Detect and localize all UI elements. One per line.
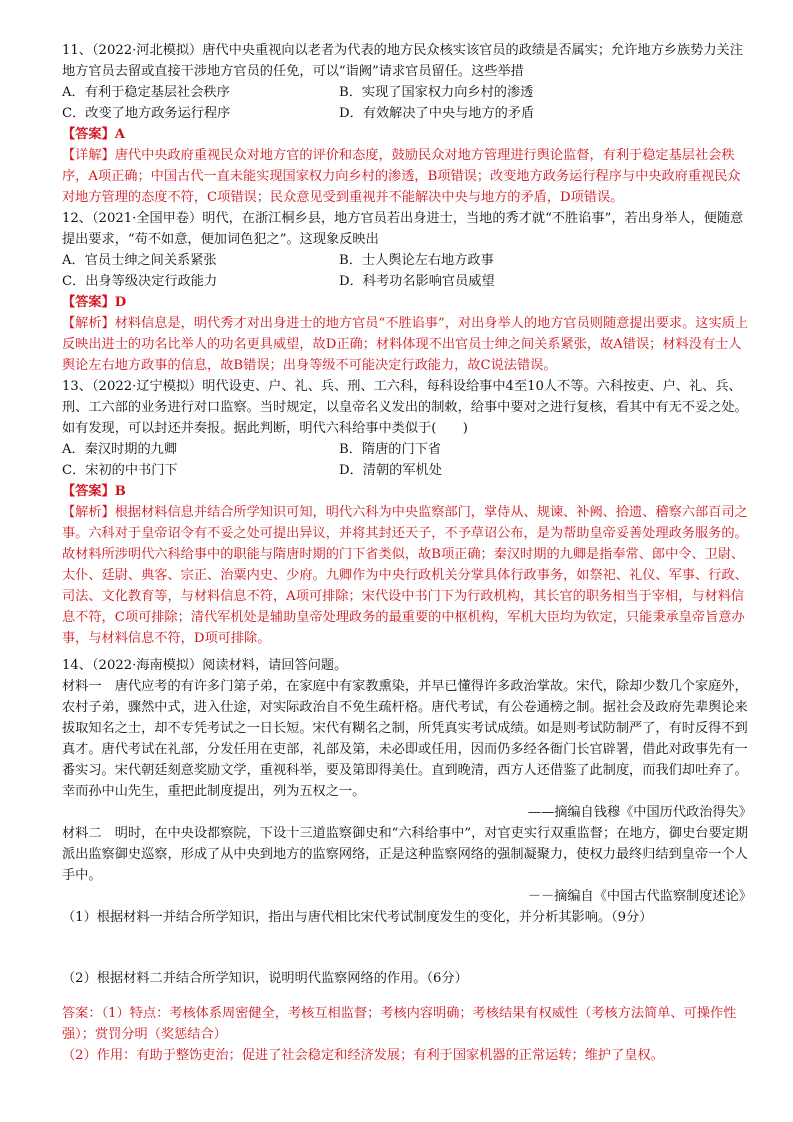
option-a: A．官员士绅之间关系紧张 bbox=[62, 253, 217, 268]
sub-question-1: （1）根据材料一并结合所学知识，指出与唐代相比宋代考试制度发生的变化，并分析其影响。（9分） bbox=[62, 910, 653, 925]
answer-2: （2）作用：有助于整饬吏治；促进了社会稳定和经济发展；有利于国家机器的正常运转；维护了皇权。 bbox=[62, 1048, 664, 1063]
document-page bbox=[62, 40, 752, 1066]
analysis: 【详解】唐代中央政府重视民众对地方官的评价和态度，鼓励民众对地方管理进行舆论监督，有利于稳定基层社会秩序，A项正确；中国古代一直未能实现国家权力向乡村的渗透，B项错误；改变地方政务运行程序与中央政府重视民众对地方管理的态度不符，C项错误；民众意见受到重视并不能解决中央与地方的矛盾，D项错误。 bbox=[62, 148, 741, 205]
sub-question-2: （2）根据材料二并结合所学知识，说明明代监察网络的作用。（6分） bbox=[62, 971, 468, 986]
question-stem: 14、（2022·海南模拟）阅读材料，请回答问题。 bbox=[62, 658, 348, 673]
analysis: 【解析】材料信息是，明代秀才对出身进士的地方官员“不胜谄事”，对出身举人的地方官员则随意提出要求。这实质上反映出进士的功名比举人的功名更具威望，故D正确；材料体现不出官员士绅之间关系紧张，故A错误；材料没有士人舆论左右地方政事的信息，故B错误；出身等级不可能决定行政能力，故C说法错误。 bbox=[62, 316, 749, 373]
option-c: C．改变了地方政务运行程序 bbox=[62, 106, 231, 121]
material-two: 材料二 明时，在中央设都察院，下设十三道监察御史和“六科给事中”，对官吏实行双重监督；在地方，御史台要定期派出监察御史巡察，形成了从中央到地方的监察网络，正是这种监察网络的强制凝聚力，使权力最终归结到皇帝一个人手中。 bbox=[62, 826, 749, 883]
option-b: B．士人舆论左右地方政事 bbox=[339, 253, 494, 268]
option-c: C．出身等级决定行政能力 bbox=[62, 274, 218, 289]
answer-1: 答案：（1）特点：考核体系周密健全，考核互相监督；考核内容明确；考核结果有权威性（考核方法简单、可操作性强）；赏罚分明（奖惩结合） bbox=[62, 1006, 737, 1042]
question-11 bbox=[62, 40, 752, 208]
option-b: B．隋唐的门下省 bbox=[339, 442, 442, 457]
material-one: 材料一 唐代应考的有许多门第子弟，在家庭中有家教熏染，并早已懂得许多政治掌故。宋代，除却少数几个家庭外，农村子弟，骤然中式，进入仕途，对实际政治自不免生疏杆格。唐代考试，有公卷通榜之制。据社会及政府先辈舆论来拔取知名之士，却不专凭考试之一日长短。宋代有糊名之制，所凭真实考试成绩。如是则考试防制严了，有时反得不到真才。唐代考试在礼部，分发任用在吏部，礼部及第，未必即或任用，因而仍多经各衙门长官辟署，借此对政事先有一番实习。宋代朝廷刻意奖励文学，重视科举，要及第即得美仕。直到晚清，西方人还借鉴了此制度，而我们却吐弃了。幸而孙中山先生，重把此制度提出，列为五权之一。 bbox=[62, 679, 748, 799]
question-stem: 12、（2021·全国甲卷）明代，在浙江桐乡县，地方官员若出身进士，当地的秀才就“不胜谄事”，若出身举人，便随意提出要求，“苟不如意，便加词色犯之”。这现象反映出 bbox=[62, 211, 744, 247]
material-one-source: ——摘编自钱穆《中国历代政治得失》 bbox=[527, 805, 752, 820]
option-d: D．科考功名影响官员威望 bbox=[339, 274, 495, 289]
option-b: B．实现了国家权力向乡村的渗透 bbox=[339, 85, 534, 100]
option-d: D．清朝的军机处 bbox=[339, 463, 442, 478]
question-12 bbox=[62, 208, 752, 376]
material-two-source: －－摘编自《中国古代监察制度述论》 bbox=[527, 889, 752, 904]
question-14 bbox=[62, 655, 752, 1066]
option-a: A．有利于稳定基层社会秩序 bbox=[62, 85, 230, 100]
answer-label: 【答案】B bbox=[62, 484, 126, 499]
question-stem: 13、（2022·辽宁模拟）明代设吏、户、礼、兵、刑、工六科，每科设给事中4至10人不等。六科按吏、户、礼、兵、刑、工六部的业务进行对口监察。当时规定，以皇帝名义发出的制敕，给事中要对之进行复核，看其中有无不妥之处。如有发现，可以封还并奏报。据此判断，明代六科给事中类似于( ) bbox=[62, 379, 748, 436]
question-13 bbox=[62, 376, 752, 649]
analysis: 【解析】根据材料信息并结合所学知识可知，明代六科为中央监察部门，掌侍从、规谏、补阙、拾遗、稽察六部百司之事。六科对于皇帝诏令有不妥之处可提出异议，并将其封还天子，不予草诏公布，是为帮助皇帝妥善处理政务服务的。故材料所涉明代六科给事中的职能与隋唐时期的门下省类似，故B项正确；秦汉时期的九卿是指奉常、郎中令、卫尉、太仆、廷尉、典客、宗正、治粟内史、少府。九卿作为中央行政机关分掌具体行政事务，如祭祀、礼仪、军事、行政、司法、文化教育等，与材料信息不符，A项可排除；宋代设中书门下为行政机构，其长官的职务相当于宰相，与材料信息不符，C项可排除；清代军机处是辅助皇帝处理政务的最重要的中枢机构，军机大臣均为钦定，只能秉承皇帝旨意办事，与材料信息不符，D项可排除。 bbox=[62, 505, 748, 646]
options bbox=[62, 250, 752, 292]
answer-label: 【答案】D bbox=[62, 295, 127, 310]
options bbox=[62, 82, 752, 124]
answer-label: 【答案】A bbox=[62, 127, 125, 142]
options bbox=[62, 439, 752, 481]
option-c: C．宋初的中书门下 bbox=[62, 463, 178, 478]
question-stem: 11、（2022·河北模拟）唐代中央重视向以老者为代表的地方民众核实该官员的政绩是否属实；允许地方乡族势力关注地方官员去留或直接干涉地方官员的任免，可以“诣阙”请求官员留任。这些举措 bbox=[62, 43, 743, 79]
option-a: A．秦汉时期的九卿 bbox=[62, 442, 178, 457]
option-d: D．有效解决了中央与地方的矛盾 bbox=[339, 106, 535, 121]
